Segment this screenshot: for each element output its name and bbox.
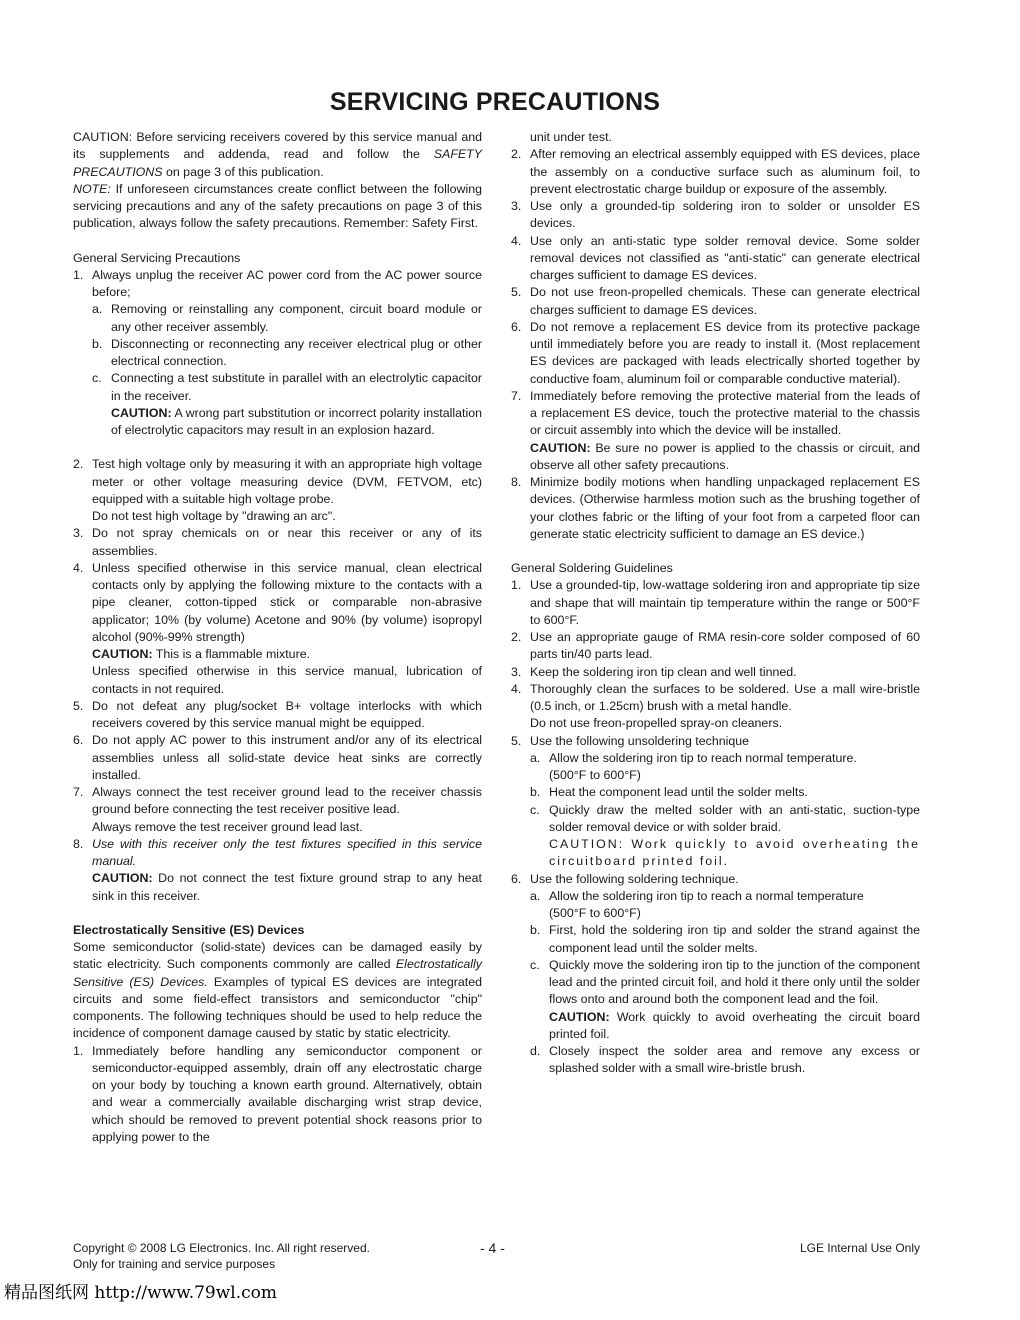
list-item: 1. Always unplug the receiver AC power cord from the AC power source before; <box>73 267 482 299</box>
list-item: 8. Use with this receiver only the test fixtures specified in this service manual. CAUTION: Do not connect the test fixture ground strap to any heat sink in this receiver. <box>73 836 482 903</box>
list-item: 5. Do not use freon-propelled chemicals. These can generate electrical charges sufficient to damage ES devices. <box>511 285 920 317</box>
list-item: 4. Unless specified otherwise in this service manual, clean electrical contacts only by applying the following mixture to the contacts with a pipe cleaner, cotton-tipped stick or comparable non-abrasive applicator; 10% (by volume) Acetone and 90% (by volume) isopropyl alcohol (90%-99% strength) CAUTION: This is a flammable mixture. Unless specified otherwise in this service manual, lubrication of contacts in not required. <box>73 560 482 696</box>
intro-caution: CAUTION: Before servicing receivers covered by this service manual and its supplements and addenda, read and follow the SAFETY PRECAUTIONS on page 3 of this publication. <box>73 130 482 179</box>
list-item: b. Disconnecting or reconnecting any receiver electrical plug or other electrical connection. <box>92 336 482 368</box>
watermark-text: 精品图纸网 http://www.79wl.com <box>4 1283 278 1303</box>
es-heading: Electrostatically Sensitive (ES) Devices <box>73 922 305 937</box>
list-item: 1. Immediately before handling any semiconductor component or semiconductor-equipped assembly, drain off any electrostatic charge on your body by touching a known earth ground. Alternatively, obtain and wear a commercially available discharging wrist strap device, which should be removed to prevent potential shock reasons prior to applying power to the <box>73 1043 482 1144</box>
general-heading: General Servicing Precautions <box>73 250 241 265</box>
list-item: 1. Use a grounded-tip, low-wattage soldering iron and appropriate tip size and shape that will maintain tip temperature within the range or 500°F to 600°F. <box>511 578 920 627</box>
list-item: 6. Do not remove a replacement ES device from its protective package until immediately before you are ready to install it. (Most replacement ES devices are packaged with leads electrically shorted together by conductive foam, aluminum foil or comparable conductive material). <box>511 319 920 386</box>
list-item: c. Quickly move the soldering iron tip to the junction of the component lead and the printed circuit foil, and hold it there only until the solder flows onto and around both the component lead and the foil. CAUTION: Work quickly to avoid overheating the circuit board printed foil. <box>530 957 920 1041</box>
intro-note: NOTE: If unforeseen circumstances create conflict between the following servicing precautions and any of the safety precautions on page 3 of this publication, always follow the safety precautions. Remember: Safety First. <box>73 181 483 231</box>
list-item: b. Heat the component lead until the solder melts. <box>530 785 808 800</box>
list-item: 2. Use an appropriate gauge of RMA resin-core solder composed of 60 parts tin/40 parts lead. <box>511 630 920 662</box>
list-item: 3. Keep the soldering iron tip clean and well tinned. <box>511 664 797 679</box>
list-item: 8. Minimize bodily motions when handling unpackaged replacement ES devices. (Otherwise harmless motion such as the brushing together of your clothes fabric or the lifting of your foot from a carpeted floor can generate static electricity sufficient to damage an ES device.) <box>511 475 920 541</box>
right-column <box>511 129 920 1078</box>
list-item: 5. Do not defeat any plug/socket B+ voltage interlocks with which receivers covered by this service manual might be equipped. <box>73 698 482 730</box>
list-item: 4. Use only an anti-static type solder removal device. Some solder removal devices not classified as "anti-static" can generate electrical charges sufficient to damage ES devices. <box>511 233 920 282</box>
list-item: 3. Do not spray chemicals on or near this receiver or any of its assemblies. <box>73 526 482 558</box>
list-item: a. Removing or reinstalling any component, circuit board module or any other receiver assembly. <box>92 302 482 334</box>
page-number: - 4 - <box>480 1240 505 1256</box>
list-item: 4. Thoroughly clean the surfaces to be soldered. Use a mall wire-bristle (0.5 inch, or 1.25cm) brush with a metal handle. Do not use freon-propelled spray-on cleaners. <box>511 681 920 731</box>
list-item: b. First, hold the soldering iron tip and solder the strand against the component lead until the solder melts. <box>530 923 920 955</box>
list-item: a. Allow the soldering iron tip to reach normal temperature. (500°F to 600°F) <box>530 750 857 782</box>
left-column <box>73 129 482 1146</box>
list-item: c. Connecting a test substitute in parallel with an electrolytic capacitor in the receiver. CAUTION: A wrong part substitution or incorrect polarity installation of electrolytic capacitors may result in an explosion hazard. <box>92 371 482 437</box>
list-item: 7. Always connect the test receiver ground lead to the receiver chassis ground before connecting the test receiver positive lead. Always remove the test receiver ground lead last. <box>73 785 482 834</box>
list-item: 5. Use the following unsoldering technique <box>511 733 750 748</box>
list-item: c. Quickly draw the melted solder with an anti-static, suction-type solder removal device or with solder braid. CAUTION: Work quickly to avoid overheating the circuitboard printed foil. <box>530 802 920 869</box>
list-item: 6. Do not apply AC power to this instrument and/or any of its electrical assemblies unless all solid-state device heat sinks are correctly installed. <box>73 733 482 782</box>
solder-heading: General Soldering Guidelines <box>511 561 673 575</box>
list-item: 2. Test high voltage only by measuring it with an appropriate high voltage meter or other voltage measuring device (DVM, FETVOM, etc) equipped with a suitable high voltage probe. Do not test high voltage by "drawing an arc". <box>73 457 482 523</box>
page-title: SERVICING PRECAUTIONS <box>329 88 661 116</box>
list-item: 3. Use only a grounded-tip soldering iron to solder or unsolder ES devices. <box>511 199 920 231</box>
list-item: a. Allow the soldering iron tip to reach a normal temperature (500°F to 600°F) <box>530 888 864 920</box>
list-item: 6. Use the following soldering technique. <box>511 871 739 886</box>
list-item: 2. After removing an electrical assembly equipped with ES devices, place the assembly on a conductive surface such as aluminum foil, to prevent electrostatic charge buildup or exposure of the assembly. <box>511 147 920 196</box>
list-item: 7. Immediately before removing the protective material from the leads of a replacement ES device, touch the protective material to the chassis or circuit assembly into which the device will be installed. CAUTION: Be sure no power is applied to the chassis or circuit, and observe all other safety precautions. <box>511 388 920 472</box>
list-item: d. Closely inspect the solder area and remove any excess or splashed solder with a small wire-bristle brush. <box>530 1044 920 1076</box>
footer-internal: LGE Internal Use Only <box>799 1241 920 1255</box>
footer-copyright: Copyright © 2008 LG Electronics. Inc. All right reserved. Only for training and service purposes <box>73 1241 370 1271</box>
es-intro: Some semiconductor (solid-state) devices can be damaged easily by static electricity. Such components commonly are called Electrostatically Sensitive (ES) Devices. Examples of typical ES devices are integrated circuits and some field-effect transistors and semiconductor "chip" components. The following techniques should be used to help reduce the incidence of component damage caused by static by static electricity. <box>73 940 482 1041</box>
es-item-1-continued: unit under test. <box>530 130 612 144</box>
